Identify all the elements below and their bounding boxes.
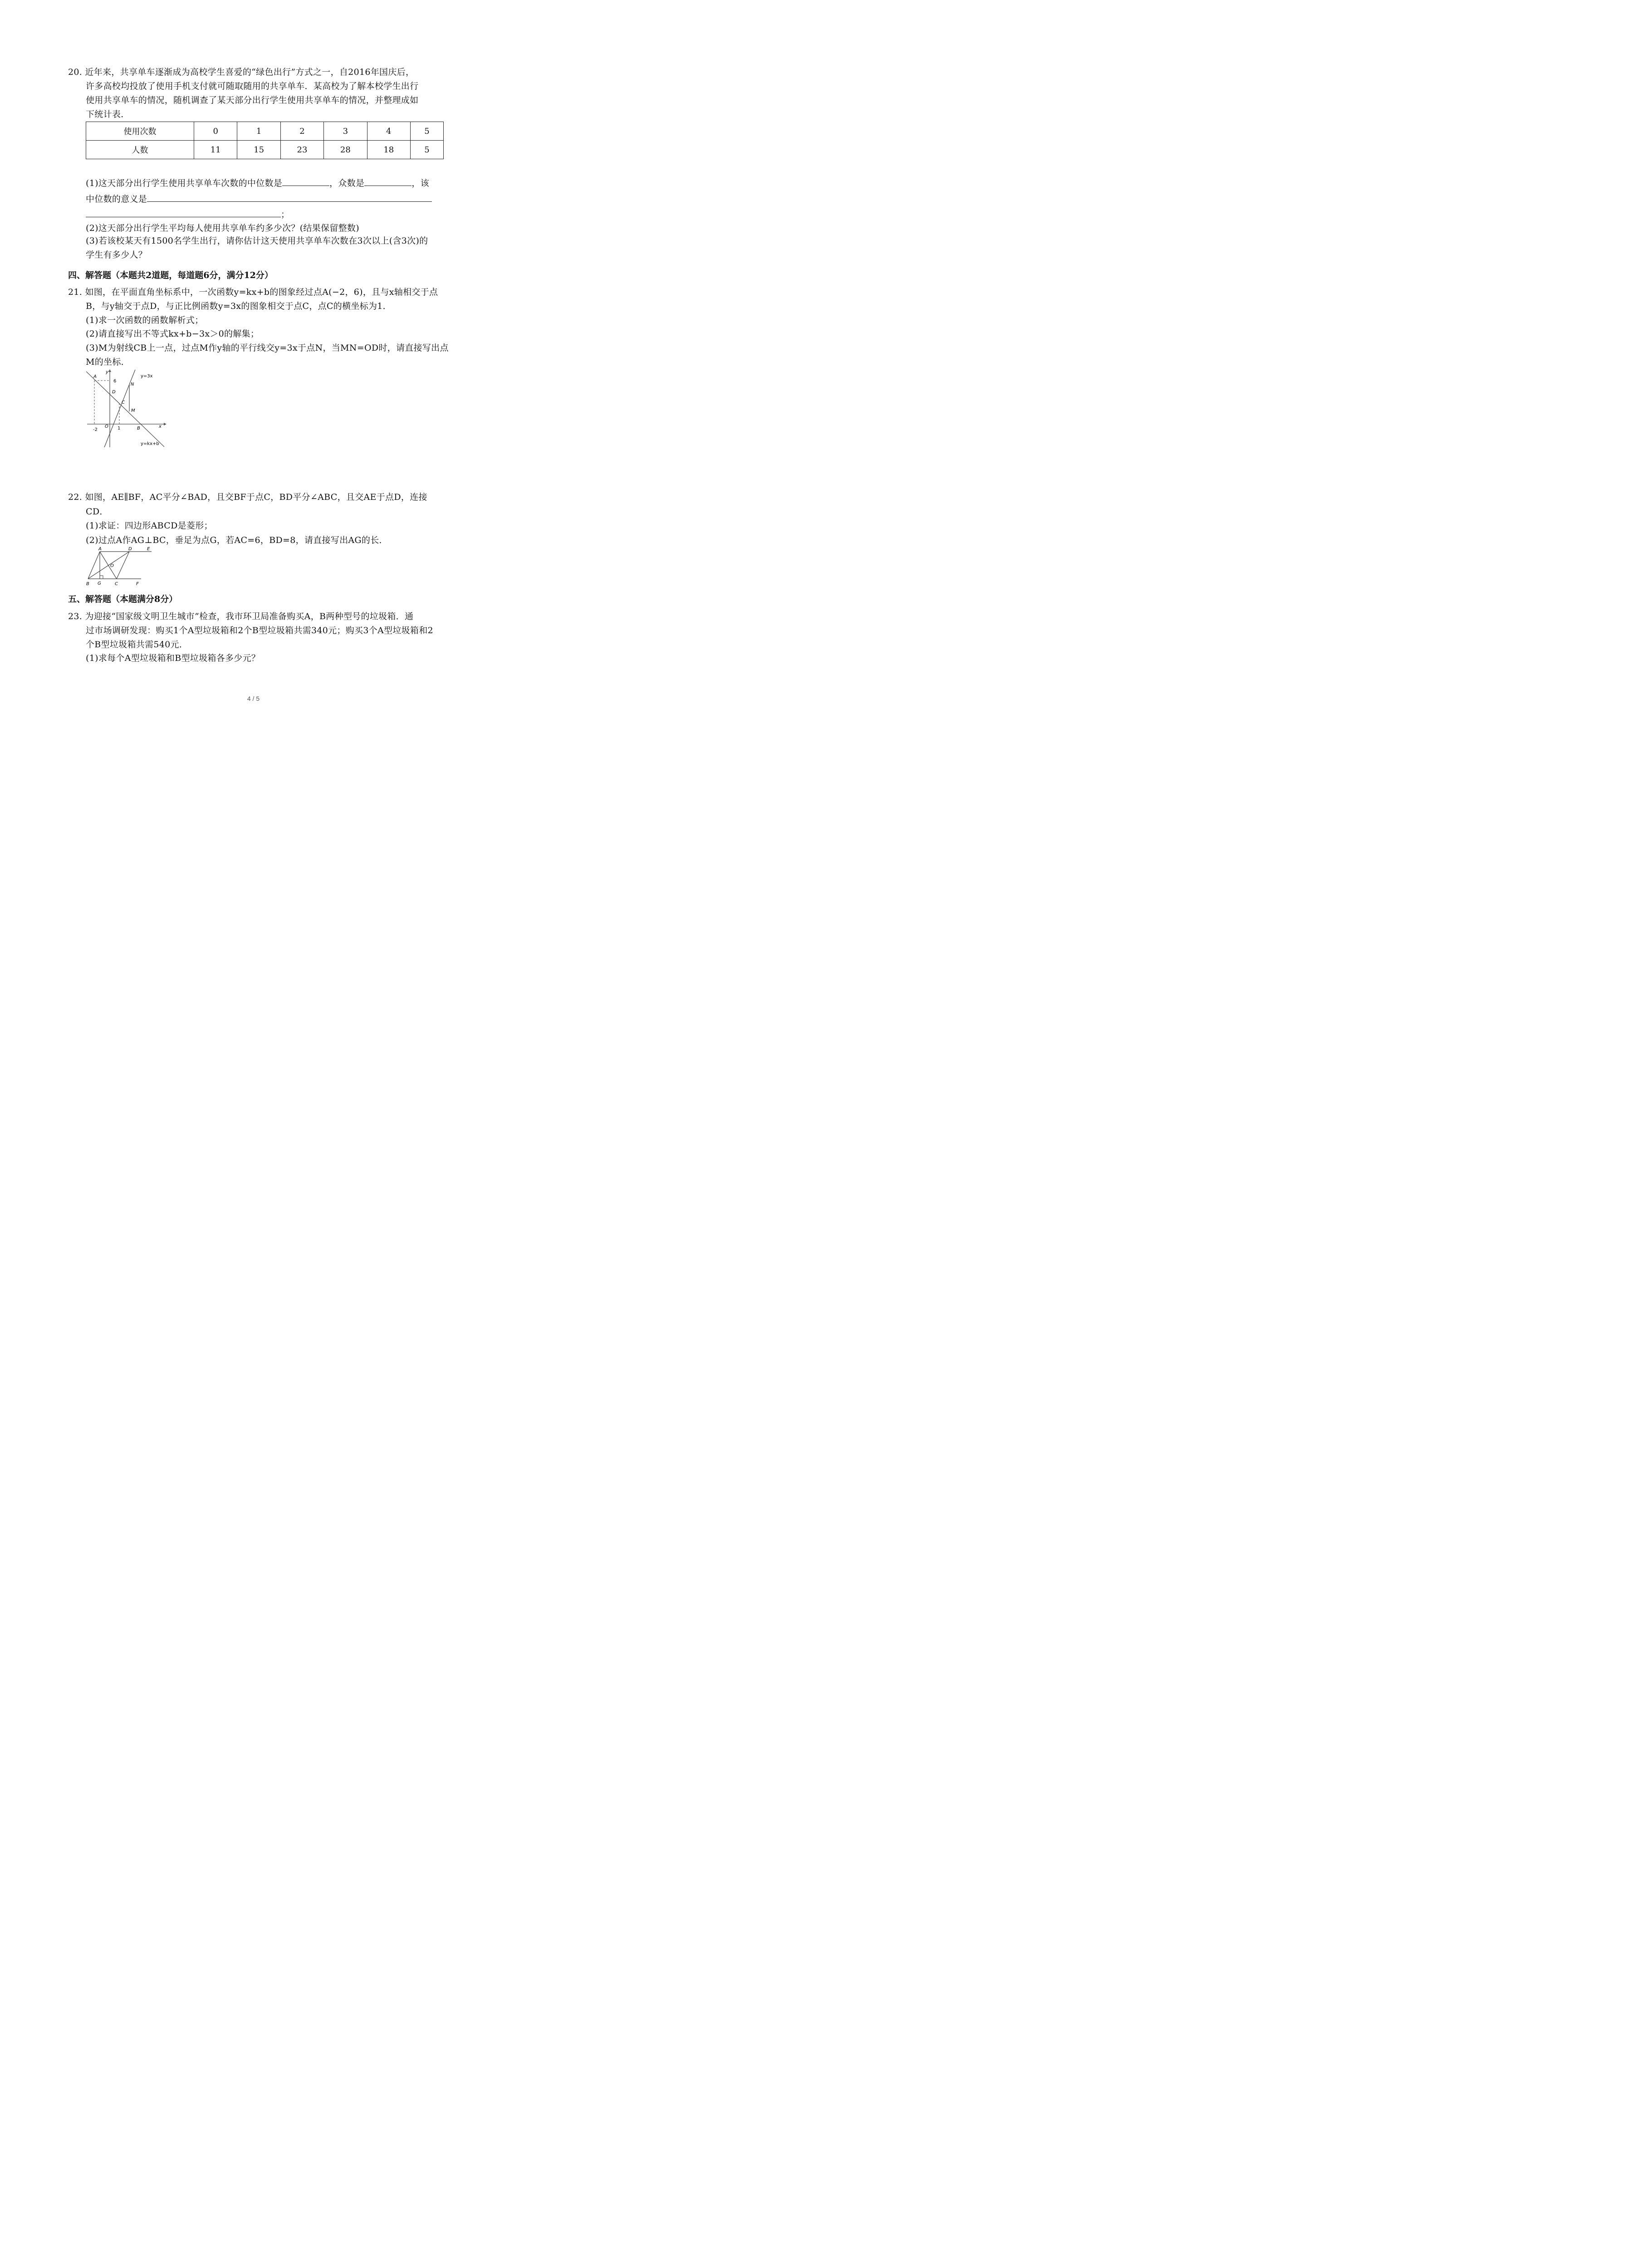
label-n: N	[131, 382, 134, 387]
median-meaning-blank-2[interactable]	[86, 208, 281, 217]
q23-line-1: 23. 为迎接“国家级文明卫生城市”检查，我市环卫局准备购买A，B两种型号的垃圾箱．通	[68, 611, 414, 621]
label-b: B	[137, 426, 140, 431]
label-e: E	[147, 547, 150, 552]
x-axis-arrow-icon	[164, 423, 167, 425]
label-f: F	[136, 582, 139, 587]
table-row	[86, 141, 444, 159]
label-g: G	[98, 581, 101, 586]
table-cell: 1	[237, 122, 280, 141]
label-6: 6	[113, 379, 117, 384]
usage-statistics-table	[86, 122, 444, 159]
q21-line-1: 21. 如图，在平面直角坐标系中，一次函数y=kx+b的图象经过点A(−2，6)，且与x轴相交于点	[68, 287, 438, 297]
label-m: M	[131, 408, 135, 413]
label-y: y	[106, 370, 108, 375]
table-cell: 11	[194, 141, 237, 159]
table-cell: 3	[324, 122, 367, 141]
line-kx-plus-b	[86, 371, 164, 447]
page-number: 4 / 5	[247, 695, 260, 702]
table-cell: 2	[280, 122, 323, 141]
label-b: B	[86, 582, 89, 587]
label-minus-2: -2	[93, 427, 98, 432]
q20-mode-text: ，众数是	[329, 178, 365, 188]
section-5-heading: 五、解答题（本题满分8分）	[68, 594, 178, 604]
q20-median-meaning-text: 中位数的意义是	[86, 194, 147, 204]
label-y-equals-3x: y=3x	[141, 374, 153, 379]
table-cell: 4	[367, 122, 410, 141]
q21-part3-line-2: M的坐标．	[86, 357, 130, 367]
q21-part3-line-1: (3)M为射线CB上一点，过点M作y轴的平行线交y=3x于点N，当MN=OD时，请直接写出点	[86, 343, 449, 353]
table-row	[86, 122, 444, 141]
q22-part2: (2)过点A作AG⊥BC，垂足为点G，若AC=6，BD=8，请直接写出AG的长．	[86, 535, 388, 545]
mode-answer-blank[interactable]	[364, 176, 411, 186]
median-answer-blank[interactable]	[282, 176, 329, 186]
q20-part1-tail: ，该	[411, 178, 429, 188]
q20-part2: (2)这天部分出行学生平均每人使用共享单车约多少次？(结果保留整数)	[86, 223, 359, 233]
q23-line-2: 过市场调研发现：购买1个A型垃圾箱和2个B型垃圾箱共需340元；购买3个A型垃圾箱和2	[86, 626, 433, 635]
label-c: C	[115, 582, 118, 587]
label-o: O	[110, 563, 114, 568]
q20-semicolon: ；	[281, 210, 290, 220]
q20-part3-line-2: 学生有多少人？	[86, 250, 147, 260]
table-header-people-count: 人数	[86, 141, 194, 159]
q21-line-2: B，与y轴交于点D，与正比例函数y=3x的图象相交于点C，点C的横坐标为1．	[86, 301, 392, 311]
label-x: x	[159, 424, 162, 429]
label-a: A	[93, 374, 97, 379]
q20-median-meaning-line	[86, 192, 432, 205]
label-c: C	[122, 400, 125, 405]
q20-line-4: 下统计表．	[86, 109, 130, 119]
table-cell: 5	[411, 122, 444, 141]
label-1: 1	[118, 426, 121, 431]
q21-coordinate-figure	[84, 367, 168, 451]
q20-median-meaning-line-2	[86, 208, 289, 220]
q22-line-1: 22. 如图，AE∥BF，AC平分∠BAD，且交BF于点C，BD平分∠ABC，且交AE于点D，连接	[68, 492, 427, 502]
section-4-heading: 四、解答题（本题共2道题，每道题6分，满分12分）	[68, 270, 273, 280]
q22-rhombus-figure	[84, 546, 152, 587]
table-cell: 28	[324, 141, 367, 159]
table-cell: 0	[194, 122, 237, 141]
q23-line-3: 个B型垃圾箱共需540元．	[86, 640, 188, 650]
q20-line-3: 使用共享单车的情况，随机调查了某天部分出行学生使用共享单车的情况，并整理成如	[86, 95, 419, 105]
q20-part1-line	[86, 176, 429, 189]
label-a: A	[98, 547, 102, 552]
q22-part1: (1)求证：四边形ABCD是菱形；	[86, 521, 213, 531]
label-d: D	[128, 547, 132, 552]
median-meaning-blank[interactable]	[147, 192, 432, 202]
table-cell: 23	[280, 141, 323, 159]
q20-part3-line-1: (3)若该校某天有1500名学生出行，请你估计这天使用共享单车次数在3次以上(含3次)的	[86, 236, 428, 246]
line-y-3x	[104, 370, 135, 447]
label-d: D	[112, 390, 116, 395]
table-cell: 15	[237, 141, 280, 159]
table-cell: 18	[367, 141, 410, 159]
table-header-usage-count: 使用次数	[86, 122, 194, 141]
q23-part1: (1)求每个A型垃圾箱和B型垃圾箱各多少元？	[86, 653, 260, 663]
right-angle-icon	[100, 576, 103, 579]
q21-part1: (1)求一次函数的函数解析式；	[86, 315, 204, 325]
q20-line-2: 许多高校均投放了使用手机支付就可随取随用的共享单车．某高校为了解本校学生出行	[86, 81, 419, 91]
table-cell: 5	[411, 141, 444, 159]
q21-part2: (2)请直接写出不等式kx+b−3x＞0的解集；	[86, 329, 260, 339]
q22-line-2: CD．	[86, 507, 108, 517]
label-origin: O	[105, 424, 108, 429]
y-axis-arrow-icon	[108, 369, 111, 372]
label-y-equals-kx-plus-b: y=kx+b	[141, 441, 159, 446]
q20-line-1: 20. 近年来，共享单车逐渐成为高校学生喜爱的“绿色出行”方式之一，自2016年国庆后，	[68, 67, 415, 77]
q20-part1-text: (1)这天部分出行学生使用共享单车次数的中位数是	[86, 178, 283, 188]
